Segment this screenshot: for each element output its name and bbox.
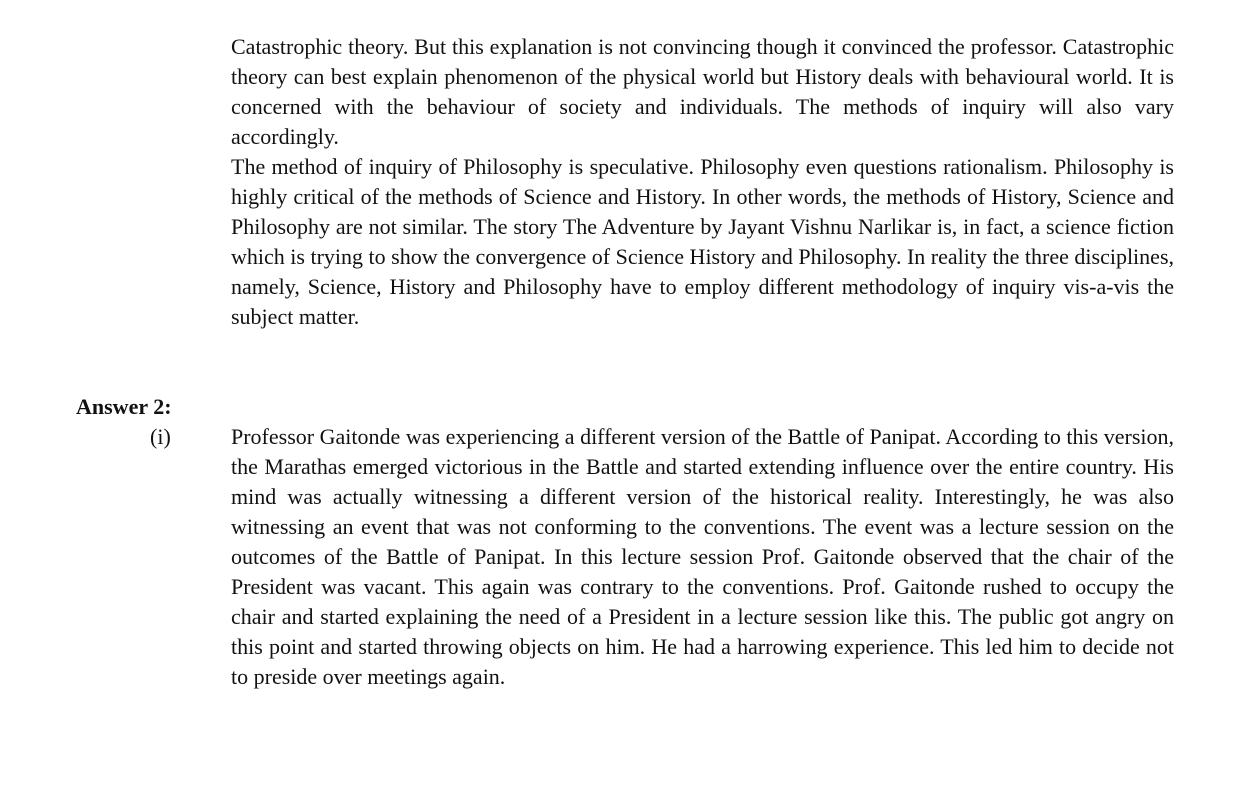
answer-item-text: Professor Gaitonde was experiencing a different version of the Battle of Panipat. According to this version, the Marathas emerged victorious in the Battle and started extending influence over the entire country. His mind was actually witnessing a different version of the historical reality. Interestingly, he was also witnessing an event that was not conforming to the conventions. The event was a lecture session on the outcomes of the Battle of Panipat. In this lecture session Prof. Gaitonde observed that the chair of the President was vacant. This again was contrary to the conventions. Prof. Gaitonde rushed to occupy the chair and started explaining the need of a President in a lecture session like this. The public got angry on this point and started throwing objects on him. He had a harrowing experience. This led him to decide not to preside over meetings again.: [231, 424, 1174, 689]
answer-heading: Answer 2:: [76, 394, 172, 419]
continuation-paragraph-method-of-inquiry: The method of inquiry of Philosophy is speculative. Philosophy even questions rationalism. Philosophy is highly critical of the methods of Science and History. In other words, the methods of History, Science and Philosophy are not similar. The story The Adventure by Jayant Vishnu Narlikar is, in fact, a science fiction which is trying to show the convergence of Science History and Philosophy. In reality the three disciplines, namely, Science, History and Philosophy have to employ different methodology of inquiry vis-a-vis the subject matter.: [231, 154, 1174, 329]
answer-item-label: (i): [150, 424, 171, 449]
continuation-paragraph-catastrophic-theory: Catastrophic theory. But this explanation is not convincing though it convinced the professor. Catastrophic theory can best explain phenomenon of the physical world but History deals with behavioural world. It is concerned with the behaviour of society and individuals. The methods of inquiry will also vary accordingly.: [231, 34, 1174, 149]
